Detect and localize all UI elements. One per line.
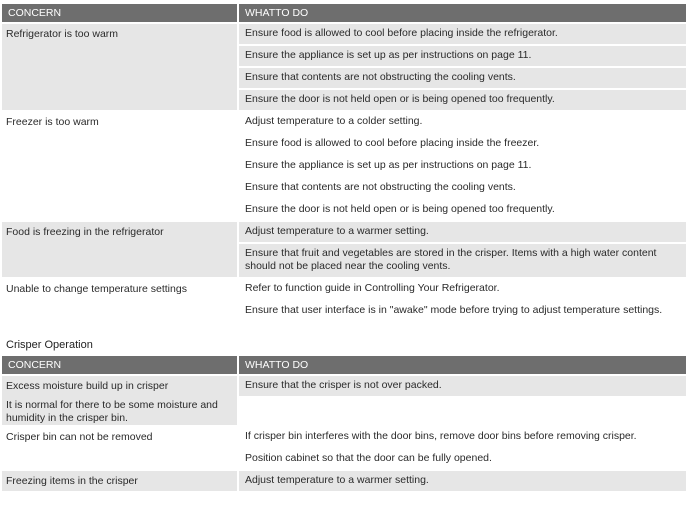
- crisper-table: [2, 356, 686, 491]
- action-item: Ensure the door is not held open or is being opened too frequently.: [239, 198, 686, 220]
- action-list: [239, 24, 686, 110]
- table-row: [2, 277, 686, 321]
- concern-text: Freezing items in the crisper: [6, 475, 138, 487]
- action-item: Ensure food is allowed to cool before placing inside the refrigerator.: [239, 24, 686, 44]
- concern-cell: [2, 222, 239, 277]
- concern-cell: [2, 427, 239, 469]
- concern-cell: [2, 279, 239, 321]
- action-list: [239, 112, 686, 220]
- table-header: [2, 356, 686, 374]
- concern-text: Food is freezing in the refrigerator: [6, 226, 164, 238]
- action-item: Ensure food is allowed to cool before placing inside the freezer.: [239, 132, 686, 154]
- action-list: [239, 279, 686, 321]
- concern-cell: [2, 112, 239, 220]
- concern-text: Unable to change temperature settings: [6, 283, 187, 295]
- action-item: Ensure that contents are not obstructing the cooling vents.: [239, 66, 686, 88]
- concern-cell: [2, 471, 239, 491]
- action-item: Adjust temperature to a colder setting.: [245, 115, 423, 127]
- concern-cell: [2, 24, 239, 110]
- concern-text: Refrigerator is too warm: [6, 28, 119, 40]
- section-title-crisper: Crisper Operation: [6, 339, 93, 351]
- table-row: [2, 425, 686, 469]
- action-item: Ensure the appliance is set up as per instructions on page 11.: [239, 44, 686, 66]
- what-to-do-column-header: WHATTO DO: [245, 359, 309, 371]
- concern-cell: [2, 376, 239, 425]
- action-item: Ensure that the crisper is not over packed.: [239, 376, 686, 396]
- table-row: [2, 220, 686, 277]
- action-item: Ensure the door is not held open or is being opened too frequently.: [239, 88, 686, 110]
- action-item: If crisper bin interferes with the door bins, remove door bins before removing crisper.: [245, 430, 637, 442]
- concern-column-header: CONCERN: [2, 4, 239, 22]
- action-item: Refer to function guide in Controlling Your Refrigerator.: [245, 282, 500, 294]
- concern-text: Freezer is too warm: [6, 116, 99, 128]
- table-header: [2, 4, 686, 22]
- troubleshooting-table: [2, 4, 686, 321]
- action-item: Adjust temperature to a warmer setting.: [239, 222, 686, 242]
- action-list: [239, 222, 686, 277]
- action-item: Ensure the appliance is set up as per instructions on page 11.: [239, 154, 686, 176]
- action-list: [239, 427, 686, 469]
- action-item: Adjust temperature to a warmer setting.: [239, 471, 686, 491]
- concern-column-header: CONCERN: [2, 356, 239, 374]
- action-item: Position cabinet so that the door can be fully opened.: [239, 447, 686, 469]
- action-list: [239, 376, 686, 425]
- action-item: Ensure that fruit and vegetables are stored in the crisper. Items with a high water content should not be placed near the cooling vents.: [239, 242, 686, 277]
- concern-text: Crisper bin can not be removed: [6, 431, 153, 443]
- concern-text: Excess moisture build up in crisper: [6, 380, 169, 392]
- table-row: [2, 469, 686, 491]
- table-row: [2, 110, 686, 220]
- action-item: Ensure that contents are not obstructing the cooling vents.: [239, 176, 686, 198]
- table-row: [2, 22, 686, 110]
- action-list: [239, 471, 686, 491]
- what-to-do-column-header: WHATTO DO: [245, 7, 309, 19]
- concern-text: It is normal for there to be some moisture and humidity in the crisper bin.: [6, 399, 218, 424]
- action-item: Ensure that user interface is in "awake" mode before trying to adjust temperature settings.: [239, 299, 686, 321]
- table-row: [2, 374, 686, 425]
